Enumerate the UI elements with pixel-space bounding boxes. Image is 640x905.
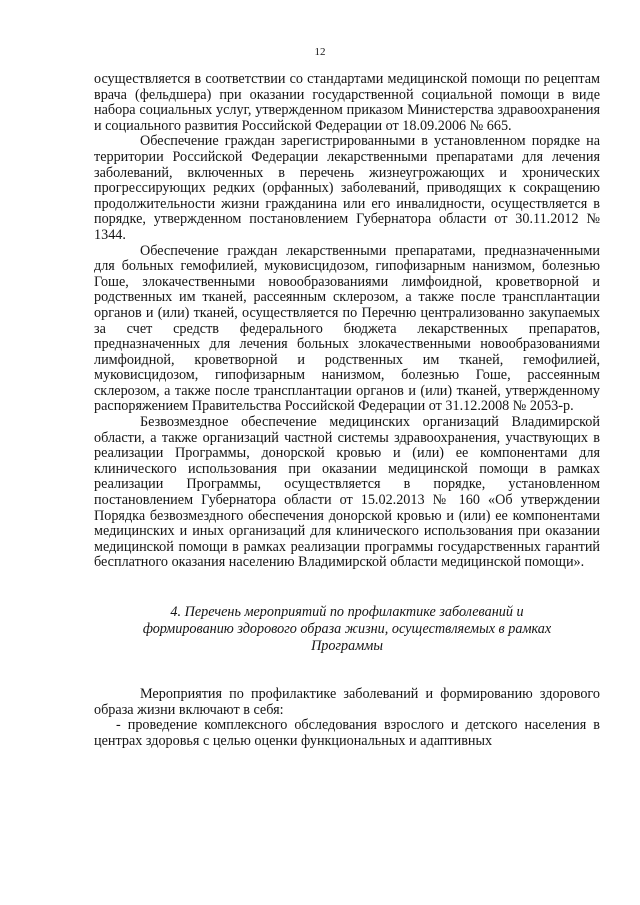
paragraph-continuation: осуществляется в соответствии со стандартами медицинской помощи по рецептам врача (фельдшера) при оказании государственной социальной помощи в виде набора социальных услуг, утвержденном приказом Министерства здравоохранения и социального развития Российской Федерации от 18.09.2006 № 665.	[94, 71, 600, 134]
section-heading	[94, 604, 600, 655]
paragraph-orphan-diseases: Обеспечение граждан зарегистрированными в установленном порядке на территории Российской Федерации лекарственными препаратами для лечения заболеваний, включенных в перечень жизнеугрожающих и хронических прогрессирующих редких (орфанных) заболеваний, приводящих к сокращению продолжительности жизни гражданина или его инвалидности, осуществляется в порядке, утвержденном постановлением Губернатора области от 30.11.2012 № 1344.	[94, 133, 600, 243]
section-heading-line-2: формированию здорового образа жизни, осуществляемых в рамках	[142, 621, 552, 637]
paragraph-donor-blood: Безвозмездное обеспечение медицинских организаций Владимирской области, а также организаций частной системы здравоохранения, участвующих в реализации Программы, донорской кровью и (или) ее компонентами для клинического использования при оказании медицинской помощи в рамках реализации Программы, осуществляется в порядке, установленном постановлением Губернатора области от 15.02.2013 № 160 «Об утверждении Порядка безвозмездного обеспечения донорской кровью и (или) ее компонентами медицинских и иных организаций для клинического использования при оказании медицинской помощи в рамках реализации программы государственных гарантий бесплатного оказания населению Владимирской области медицинской помощи».	[94, 414, 600, 571]
page-number: 12	[314, 46, 326, 58]
section-intro: Мероприятия по профилактике заболеваний и формированию здорового образа жизни включают в себя:	[94, 686, 600, 718]
section-heading-line-3: Программы	[311, 638, 383, 654]
section-heading-line-1: 4. Перечень мероприятий по профилактике заболеваний и	[170, 604, 524, 620]
list-item: - проведение комплексного обследования взрослого и детского населения в центрах здоровья с целью оценки функциональных и адаптивных	[94, 717, 600, 749]
paragraph-federal-drug-list: Обеспечение граждан лекарственными препаратами, предназначенными для больных гемофилией, муковисцидозом, гипофизарным нанизмом, болезнью Гоше, злокачественными новообразованиями лимфоидной, кроветворной и родственных им тканей, рассеянным склерозом, а также после трансплантации органов и (или) тканей, осуществляется по Перечню централизованно закупаемых за счет средств федерального бюджета лекарственных препаратов, предназначенных для лечения больных злокачественными новообразованиями лимфоидной, кроветворной и родственных им тканей, гемофилией, муковисцидозом, гипофизарным нанизмом, болезнью Гоше, рассеянным склерозом, а также после трансплантации органов и (или) тканей, утвержденному распоряжением Правительства Российской Федерации от 31.12.2008 № 2053-р.	[94, 242, 600, 415]
document-body	[94, 72, 600, 749]
